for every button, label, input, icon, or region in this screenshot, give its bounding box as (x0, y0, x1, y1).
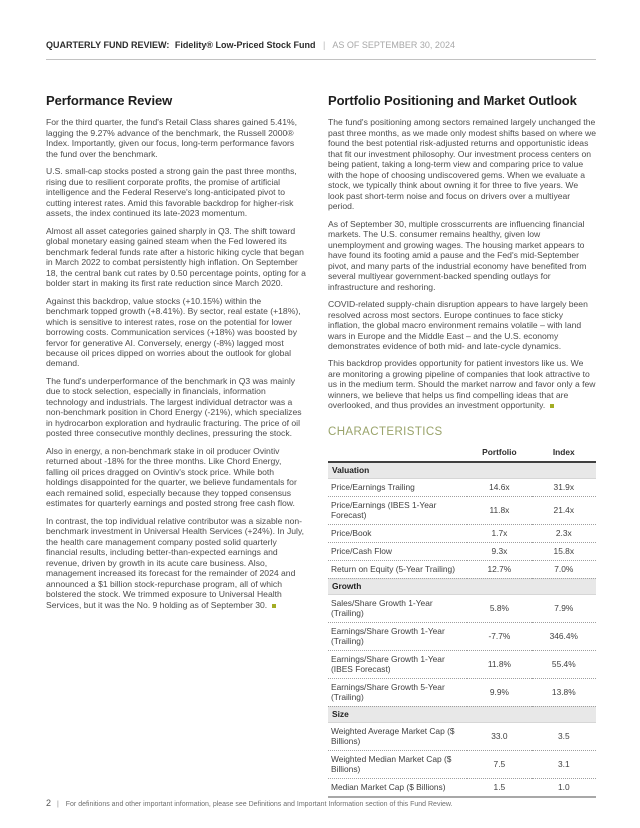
page-footer (46, 798, 596, 808)
row-label: Median Market Cap ($ Billions) (328, 778, 467, 797)
paragraph: In contrast, the top individual relative contributor was a sizable non-benchmark investment in Universal Health Services (+24%). In July, the health care management company posted solid quarterly financial results, including better-than-expected earnings and revenue, driven by growth in its acute care business. Also, management increased its forecast for the remainder of 2024 and announced a $1 billion stock-repurchase program, all of which bolstered the stock. We trimmed exposure to Universal Health Services, but it was the No. 9 holding as of September 30. (46, 515, 304, 610)
row-value: 14.6x (467, 478, 531, 496)
row-value: 1.5 (467, 778, 531, 797)
table-row (328, 542, 596, 560)
header-rule (46, 59, 596, 60)
page-number: 2 (46, 798, 52, 808)
row-value: 1.7x (467, 524, 531, 542)
row-value: 5.8% (467, 594, 531, 622)
row-value: 12.7% (467, 560, 531, 578)
table-row (328, 622, 596, 650)
outlook-paragraphs (328, 117, 596, 411)
row-label: Return on Equity (5-Year Trailing) (328, 560, 467, 578)
row-value: 13.8% (532, 678, 596, 706)
footer-note: For definitions and other important information, please see Definitions and Important Information section of this Fund Review. (65, 801, 453, 808)
performance-review-heading: Performance Review (46, 93, 173, 108)
performance-paragraphs (46, 117, 306, 610)
row-value: 2.3x (532, 524, 596, 542)
table-row (328, 750, 596, 778)
row-label: Weighted Average Market Cap ($ Billions) (328, 722, 467, 750)
table-row (328, 722, 596, 750)
row-label: Price/Earnings Trailing (328, 478, 467, 496)
footer-divider: | (56, 801, 59, 808)
table-section-header (328, 462, 596, 479)
outlook-section (328, 94, 596, 798)
row-value: 7.5 (467, 750, 531, 778)
fund-name: Fidelity® Low-Priced Stock Fund (174, 40, 316, 50)
table-row (328, 496, 596, 524)
outlook-heading: Portfolio Positioning and Market Outlook (328, 93, 577, 108)
end-of-section-marker-icon (272, 604, 276, 608)
row-value: 55.4% (532, 650, 596, 678)
row-value: 7.0% (532, 560, 596, 578)
header-divider: | (323, 40, 326, 50)
table-section-name: Size (328, 706, 596, 722)
page-header (46, 40, 596, 50)
column-header-portfolio: Portfolio (467, 444, 531, 462)
row-value: 31.9x (532, 478, 596, 496)
table-row (328, 594, 596, 622)
table-section-header (328, 706, 596, 722)
row-label: Price/Cash Flow (328, 542, 467, 560)
row-value: 3.5 (532, 722, 596, 750)
row-value: 3.1 (532, 750, 596, 778)
end-of-section-marker-icon (550, 404, 554, 408)
row-label: Price/Earnings (IBES 1-Year Forecast) (328, 496, 467, 524)
table-header-row (328, 444, 596, 462)
table-section-header (328, 578, 596, 594)
row-value: 11.8x (467, 496, 531, 524)
row-label: Price/Book (328, 524, 467, 542)
paragraph: The fund's positioning among sectors remained largely unchanged the past three months, as we made only modest shifts based on where we found the best potential risk-adjusted returns and opportunistic ideas that fit our investment philosophy. Our investment process centers on being patient, taking a long-term view and comparing price to value with the hope of choosing undiscovered gems. When we evaluate a stock, we typically think about owning it for three to five years. We look past short-term noise and focus on drivers over a multiyear period. (328, 117, 596, 212)
row-value: 9.3x (467, 542, 531, 560)
table-row (328, 560, 596, 578)
paragraph: This backdrop provides opportunity for patient investors like us. We are monitoring a growing pipeline of companies that look attractive to us in the medium term. Should the market narrow and favor only a few winners, we believe that helps us find compelling ideas that are overlooked, and thus provides an investment opportunity. (328, 358, 596, 411)
two-column-layout (46, 94, 596, 798)
column-header-index: Index (532, 444, 596, 462)
table-row (328, 678, 596, 706)
paragraph: For the third quarter, the fund's Retail Class shares gained 5.41%, lagging the 9.27% advance of the benchmark, the Russell 2000® Index. Importantly, given our focus, long-term performance favors the fund over the benchmark. (46, 117, 297, 159)
paragraph: The fund's underperformance of the benchmark in Q3 was mainly due to stock selection, especially in financials, information technology and industrials. The largest individual detractor was a non-benchmark position in Chord Energy (-21%), which specializes in hydrocarbon exploration and hydraulic fracturing. The price of oil posted three consecutive monthly declines, pressuring the stock. (46, 375, 302, 439)
row-value: 33.0 (467, 722, 531, 750)
row-value: 21.4x (532, 496, 596, 524)
table-row (328, 650, 596, 678)
characteristics-heading: CHARACTERISTICS (328, 425, 443, 438)
table-row (328, 778, 596, 797)
row-value: 1.0 (532, 778, 596, 797)
row-label: Earnings/Share Growth 1-Year (IBES Forecast) (328, 650, 467, 678)
row-label: Earnings/Share Growth 5-Year (Trailing) (328, 678, 467, 706)
characteristics-table (328, 444, 596, 798)
row-value: -7.7% (467, 622, 531, 650)
row-value: 11.8% (467, 650, 531, 678)
paragraph: Also in energy, a non-benchmark stake in oil producer Ovintiv returned about -18% for the three months. Like Chord Energy, falling oil prices dragged on Ovintiv's stock price. While both holdings disappointed for the quarter, we believe fundamentals for each remained solid, especially because they topped consensus estimates for quarterly earnings and posted strong free cash flow. (46, 445, 297, 509)
as-of-date: AS OF SEPTEMBER 30, 2024 (332, 40, 455, 50)
row-value: 7.9% (532, 594, 596, 622)
row-label: Sales/Share Growth 1-Year (Trailing) (328, 594, 467, 622)
row-value: 346.4% (532, 622, 596, 650)
row-value: 9.9% (467, 678, 531, 706)
table-section-name: Valuation (328, 462, 596, 479)
table-row (328, 524, 596, 542)
table-row (328, 478, 596, 496)
paragraph: As of September 30, multiple crosscurrents are influencing financial markets. The U.S. consumer remains healthy, given low unemployment and growing wages. The housing market appears to have found its footing amid a pause and the Fed's mid-September pivot, and many parts of the industrial economy have benefited from several multiyear government-backed spending outlays for infrastructure and reshoring. (328, 218, 587, 292)
row-label: Weighted Median Market Cap ($ Billions) (328, 750, 467, 778)
paragraph: Against this backdrop, value stocks (+10.15%) within the benchmark topped growth (+8.41%). By sector, real estate (+18%), which is sensitive to interest rates, rose on the potential for lower borrowing costs. Communication services (+18%) was boosted by fervor for generative AI. Conversely, energy (-8%) lagged most because oil prices dipped on worries about the outlook for global demand. (46, 295, 301, 369)
paragraph: Almost all asset categories gained sharply in Q3. The shift toward global monetary easing gained steam when the Fed lowered its benchmark federal funds rate after a historic hiking cycle that began in March 2022 to combat persistently high inflation. On September 18, the central bank cut rates by 0.50 percentage points, opting for a bolder start in making its first rate reduction since March 2020. (46, 225, 306, 289)
empty-header-cell (328, 444, 467, 462)
paragraph: COVID-related supply-chain disruption appears to have largely been resolved across most sectors. Europe continues to face sticky inflation, the global macro environment remains volatile – with land wars in Europe and the Middle East – and the U.S. economy demonstrates evidence of both mid- and late-cycle dynamics. (328, 299, 588, 351)
paragraph: U.S. small-cap stocks posted a strong gain the past three months, rising due to resilient corporate profits, the promise of artificial intelligence and the Federal Reserve's long-anticipated pivot to cutting interest rates. Amid this favorable backdrop for higher-risk assets, the index continued its late-2023 momentum. (46, 166, 297, 219)
row-label: Earnings/Share Growth 1-Year (Trailing) (328, 622, 467, 650)
performance-review-section (46, 94, 306, 798)
row-value: 15.8x (532, 542, 596, 560)
table-section-name: Growth (328, 578, 596, 594)
report-type-label: QUARTERLY FUND REVIEW: (46, 40, 170, 50)
